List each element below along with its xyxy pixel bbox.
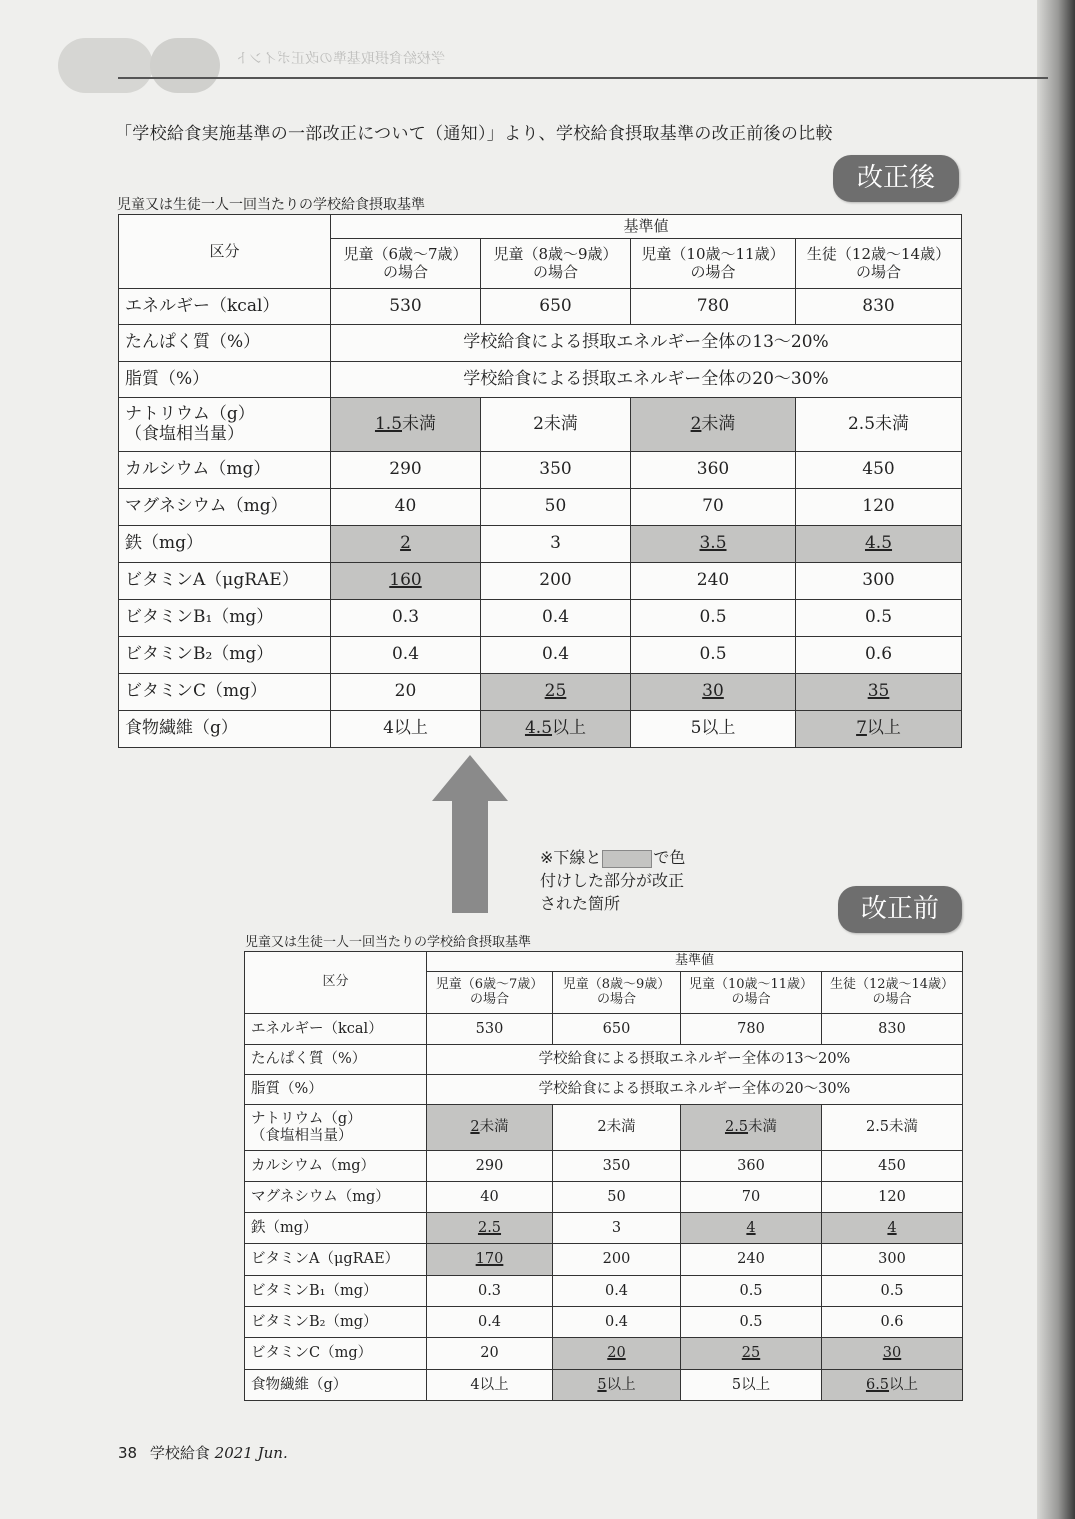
col-header: 児童（10歳～11歳） の場合 bbox=[631, 239, 796, 289]
cell: 360 bbox=[681, 1151, 822, 1182]
cell-changed: 4 bbox=[681, 1213, 822, 1244]
table-row bbox=[245, 1213, 963, 1244]
table-row bbox=[245, 1370, 963, 1401]
cell: 2.5未満 bbox=[796, 398, 962, 452]
cell-changed: 35 bbox=[796, 674, 962, 711]
cell: 300 bbox=[822, 1244, 963, 1276]
cell-changed: 2.5 bbox=[427, 1213, 553, 1244]
row-label: マグネシウム（mg） bbox=[119, 489, 331, 526]
table-row bbox=[119, 452, 962, 489]
table-row bbox=[245, 1307, 963, 1338]
cell: 0.5 bbox=[681, 1276, 822, 1307]
highlight-swatch bbox=[602, 850, 652, 868]
cell: 2未満 bbox=[553, 1105, 681, 1151]
table-caption-before: 児童又は生徒一人一回当たりの学校給食摂取基準 bbox=[245, 935, 532, 950]
table-after bbox=[118, 214, 962, 748]
row-label: ビタミンB₁（mg） bbox=[245, 1276, 427, 1307]
row-label: ビタミンB₁（mg） bbox=[119, 600, 331, 637]
cell: 650 bbox=[553, 1014, 681, 1045]
header-kijun: 基準値 bbox=[427, 952, 963, 972]
table-row bbox=[119, 289, 962, 325]
cell: 2.5未満 bbox=[822, 1105, 963, 1151]
cell: 240 bbox=[681, 1244, 822, 1276]
row-label: 食物繊維（g） bbox=[119, 711, 331, 748]
cell: 0.5 bbox=[796, 600, 962, 637]
cell-changed: 7以上 bbox=[796, 711, 962, 748]
cell: 50 bbox=[553, 1182, 681, 1213]
header-decoration bbox=[58, 38, 153, 93]
row-label: エネルギー（kcal） bbox=[119, 289, 331, 325]
intro-text: 「学校給食実施基準の一部改正について（通知）」より、学校給食摂取基準の改正前後の比較 bbox=[115, 124, 833, 144]
cell-changed: 2未満 bbox=[427, 1105, 553, 1151]
cell-span: 学校給食による摂取エネルギー全体の13～20% bbox=[331, 325, 962, 362]
row-label: 鉄（mg） bbox=[245, 1213, 427, 1244]
page-binding-shadow bbox=[1037, 0, 1075, 1519]
row-label: ナトリウム（g） （食塩相当量） bbox=[119, 398, 331, 452]
table-row bbox=[119, 563, 962, 600]
cell-changed: 3.5 bbox=[631, 526, 796, 563]
table-row bbox=[119, 489, 962, 526]
cell: 200 bbox=[553, 1244, 681, 1276]
row-label: 食物繊維（g） bbox=[245, 1370, 427, 1401]
table-row bbox=[119, 362, 962, 398]
cell: 40 bbox=[427, 1182, 553, 1213]
cell: 20 bbox=[331, 674, 481, 711]
table-row bbox=[119, 637, 962, 674]
cell: 530 bbox=[331, 289, 481, 325]
col-header: 児童（8歳～9歳） の場合 bbox=[481, 239, 631, 289]
cell: 0.6 bbox=[796, 637, 962, 674]
cell: 350 bbox=[481, 452, 631, 489]
cell: 70 bbox=[681, 1182, 822, 1213]
badge-before: 改正前 bbox=[838, 886, 962, 933]
header-bleed-through-text: 学校給食摂取基準の改正ポイント bbox=[235, 51, 445, 67]
cell-changed: 25 bbox=[481, 674, 631, 711]
col-header: 児童（6歳～7歳） の場合 bbox=[427, 972, 553, 1014]
cell-changed: 25 bbox=[681, 1338, 822, 1370]
col-header: 児童（6歳～7歳） の場合 bbox=[331, 239, 481, 289]
row-label: ビタミンA（μgRAE） bbox=[119, 563, 331, 600]
row-label: カルシウム（mg） bbox=[119, 452, 331, 489]
table-row bbox=[119, 526, 962, 563]
cell-span: 学校給食による摂取エネルギー全体の13～20% bbox=[427, 1045, 963, 1075]
table-row bbox=[245, 1105, 963, 1151]
table-row bbox=[119, 711, 962, 748]
cell: 0.4 bbox=[553, 1307, 681, 1338]
cell: 5以上 bbox=[631, 711, 796, 748]
cell: 0.5 bbox=[681, 1307, 822, 1338]
cell: 4以上 bbox=[331, 711, 481, 748]
cell-changed: 20 bbox=[553, 1338, 681, 1370]
cell: 0.4 bbox=[331, 637, 481, 674]
cell: 830 bbox=[822, 1014, 963, 1045]
cell: 0.4 bbox=[427, 1307, 553, 1338]
col-header: 生徒（12歳～14歳） の場合 bbox=[822, 972, 963, 1014]
row-label: エネルギー（kcal） bbox=[245, 1014, 427, 1045]
up-arrow-icon bbox=[430, 753, 510, 913]
cell: 40 bbox=[331, 489, 481, 526]
col-header: 児童（8歳～9歳） の場合 bbox=[553, 972, 681, 1014]
cell: 350 bbox=[553, 1151, 681, 1182]
cell: 20 bbox=[427, 1338, 553, 1370]
cell: 3 bbox=[481, 526, 631, 563]
row-label: ナトリウム（g） （食塩相当量） bbox=[245, 1105, 427, 1151]
table-row bbox=[119, 398, 962, 452]
legend-note: ※下線と で色 付けした部分が改正 された箇所 bbox=[540, 848, 686, 913]
cell: 0.4 bbox=[481, 637, 631, 674]
cell-changed: 4.5 bbox=[796, 526, 962, 563]
col-header: 生徒（12歳～14歳） の場合 bbox=[796, 239, 962, 289]
cell: 4以上 bbox=[427, 1370, 553, 1401]
cell: 2未満 bbox=[481, 398, 631, 452]
header-kubun: 区分 bbox=[245, 952, 427, 1014]
magazine-name: 学校給食 bbox=[149, 1444, 210, 1462]
cell: 290 bbox=[331, 452, 481, 489]
table-row bbox=[245, 1045, 963, 1075]
row-label: ビタミンC（mg） bbox=[245, 1338, 427, 1370]
cell: 5以上 bbox=[681, 1370, 822, 1401]
cell: 650 bbox=[481, 289, 631, 325]
row-label: たんぱく質（%） bbox=[119, 325, 331, 362]
header-decoration bbox=[150, 38, 220, 93]
row-label: 脂質（%） bbox=[245, 1075, 427, 1105]
cell: 0.6 bbox=[822, 1307, 963, 1338]
row-label: ビタミンA（μgRAE） bbox=[245, 1244, 427, 1276]
table-row bbox=[245, 1014, 963, 1045]
table-row bbox=[119, 600, 962, 637]
cell: 120 bbox=[796, 489, 962, 526]
header-kijun: 基準値 bbox=[331, 215, 962, 239]
table-row bbox=[245, 1276, 963, 1307]
cell-changed: 6.5以上 bbox=[822, 1370, 963, 1401]
row-label: マグネシウム（mg） bbox=[245, 1182, 427, 1213]
cell-changed: 2.5未満 bbox=[681, 1105, 822, 1151]
cell: 120 bbox=[822, 1182, 963, 1213]
cell-changed: 4 bbox=[822, 1213, 963, 1244]
row-label: 脂質（%） bbox=[119, 362, 331, 398]
table-row bbox=[245, 1338, 963, 1370]
cell: 0.4 bbox=[481, 600, 631, 637]
cell: 300 bbox=[796, 563, 962, 600]
cell: 0.3 bbox=[427, 1276, 553, 1307]
row-label: たんぱく質（%） bbox=[245, 1045, 427, 1075]
cell: 50 bbox=[481, 489, 631, 526]
cell: 70 bbox=[631, 489, 796, 526]
table-row bbox=[245, 1244, 963, 1276]
cell: 3 bbox=[553, 1213, 681, 1244]
header-rule bbox=[118, 77, 1048, 79]
cell-span: 学校給食による摂取エネルギー全体の20～30% bbox=[331, 362, 962, 398]
page-footer bbox=[118, 1442, 288, 1463]
cell: 240 bbox=[631, 563, 796, 600]
table-before bbox=[244, 951, 963, 1401]
cell-changed: 1.5未満 bbox=[331, 398, 481, 452]
table-row bbox=[119, 674, 962, 711]
row-label: ビタミンB₂（mg） bbox=[119, 637, 331, 674]
row-label: ビタミンB₂（mg） bbox=[245, 1307, 427, 1338]
row-label: ビタミンC（mg） bbox=[119, 674, 331, 711]
table-row bbox=[245, 1182, 963, 1213]
table-row bbox=[245, 1075, 963, 1105]
row-label: 鉄（mg） bbox=[119, 526, 331, 563]
cell: 780 bbox=[631, 289, 796, 325]
cell: 450 bbox=[796, 452, 962, 489]
cell-changed: 160 bbox=[331, 563, 481, 600]
table-caption-after: 児童又は生徒一人一回当たりの学校給食摂取基準 bbox=[117, 197, 425, 213]
cell: 290 bbox=[427, 1151, 553, 1182]
magazine-issue: 2021 Jun. bbox=[214, 1444, 288, 1462]
cell: 0.5 bbox=[631, 600, 796, 637]
cell: 830 bbox=[796, 289, 962, 325]
cell-changed: 30 bbox=[822, 1338, 963, 1370]
cell-span: 学校給食による摂取エネルギー全体の20～30% bbox=[427, 1075, 963, 1105]
cell: 780 bbox=[681, 1014, 822, 1045]
cell-changed: 30 bbox=[631, 674, 796, 711]
page-number: 38 bbox=[118, 1444, 138, 1462]
cell-changed: 5以上 bbox=[553, 1370, 681, 1401]
cell: 530 bbox=[427, 1014, 553, 1045]
row-label: カルシウム（mg） bbox=[245, 1151, 427, 1182]
badge-after: 改正後 bbox=[833, 155, 959, 202]
cell: 0.3 bbox=[331, 600, 481, 637]
cell: 200 bbox=[481, 563, 631, 600]
header-kubun: 区分 bbox=[119, 215, 331, 289]
cell: 0.4 bbox=[553, 1276, 681, 1307]
cell-changed: 170 bbox=[427, 1244, 553, 1276]
cell-changed: 2未満 bbox=[631, 398, 796, 452]
cell: 0.5 bbox=[822, 1276, 963, 1307]
cell: 0.5 bbox=[631, 637, 796, 674]
col-header: 児童（10歳～11歳） の場合 bbox=[681, 972, 822, 1014]
cell: 450 bbox=[822, 1151, 963, 1182]
cell: 360 bbox=[631, 452, 796, 489]
table-row bbox=[119, 325, 962, 362]
cell-changed: 2 bbox=[331, 526, 481, 563]
table-row bbox=[245, 1151, 963, 1182]
cell-changed: 4.5以上 bbox=[481, 711, 631, 748]
